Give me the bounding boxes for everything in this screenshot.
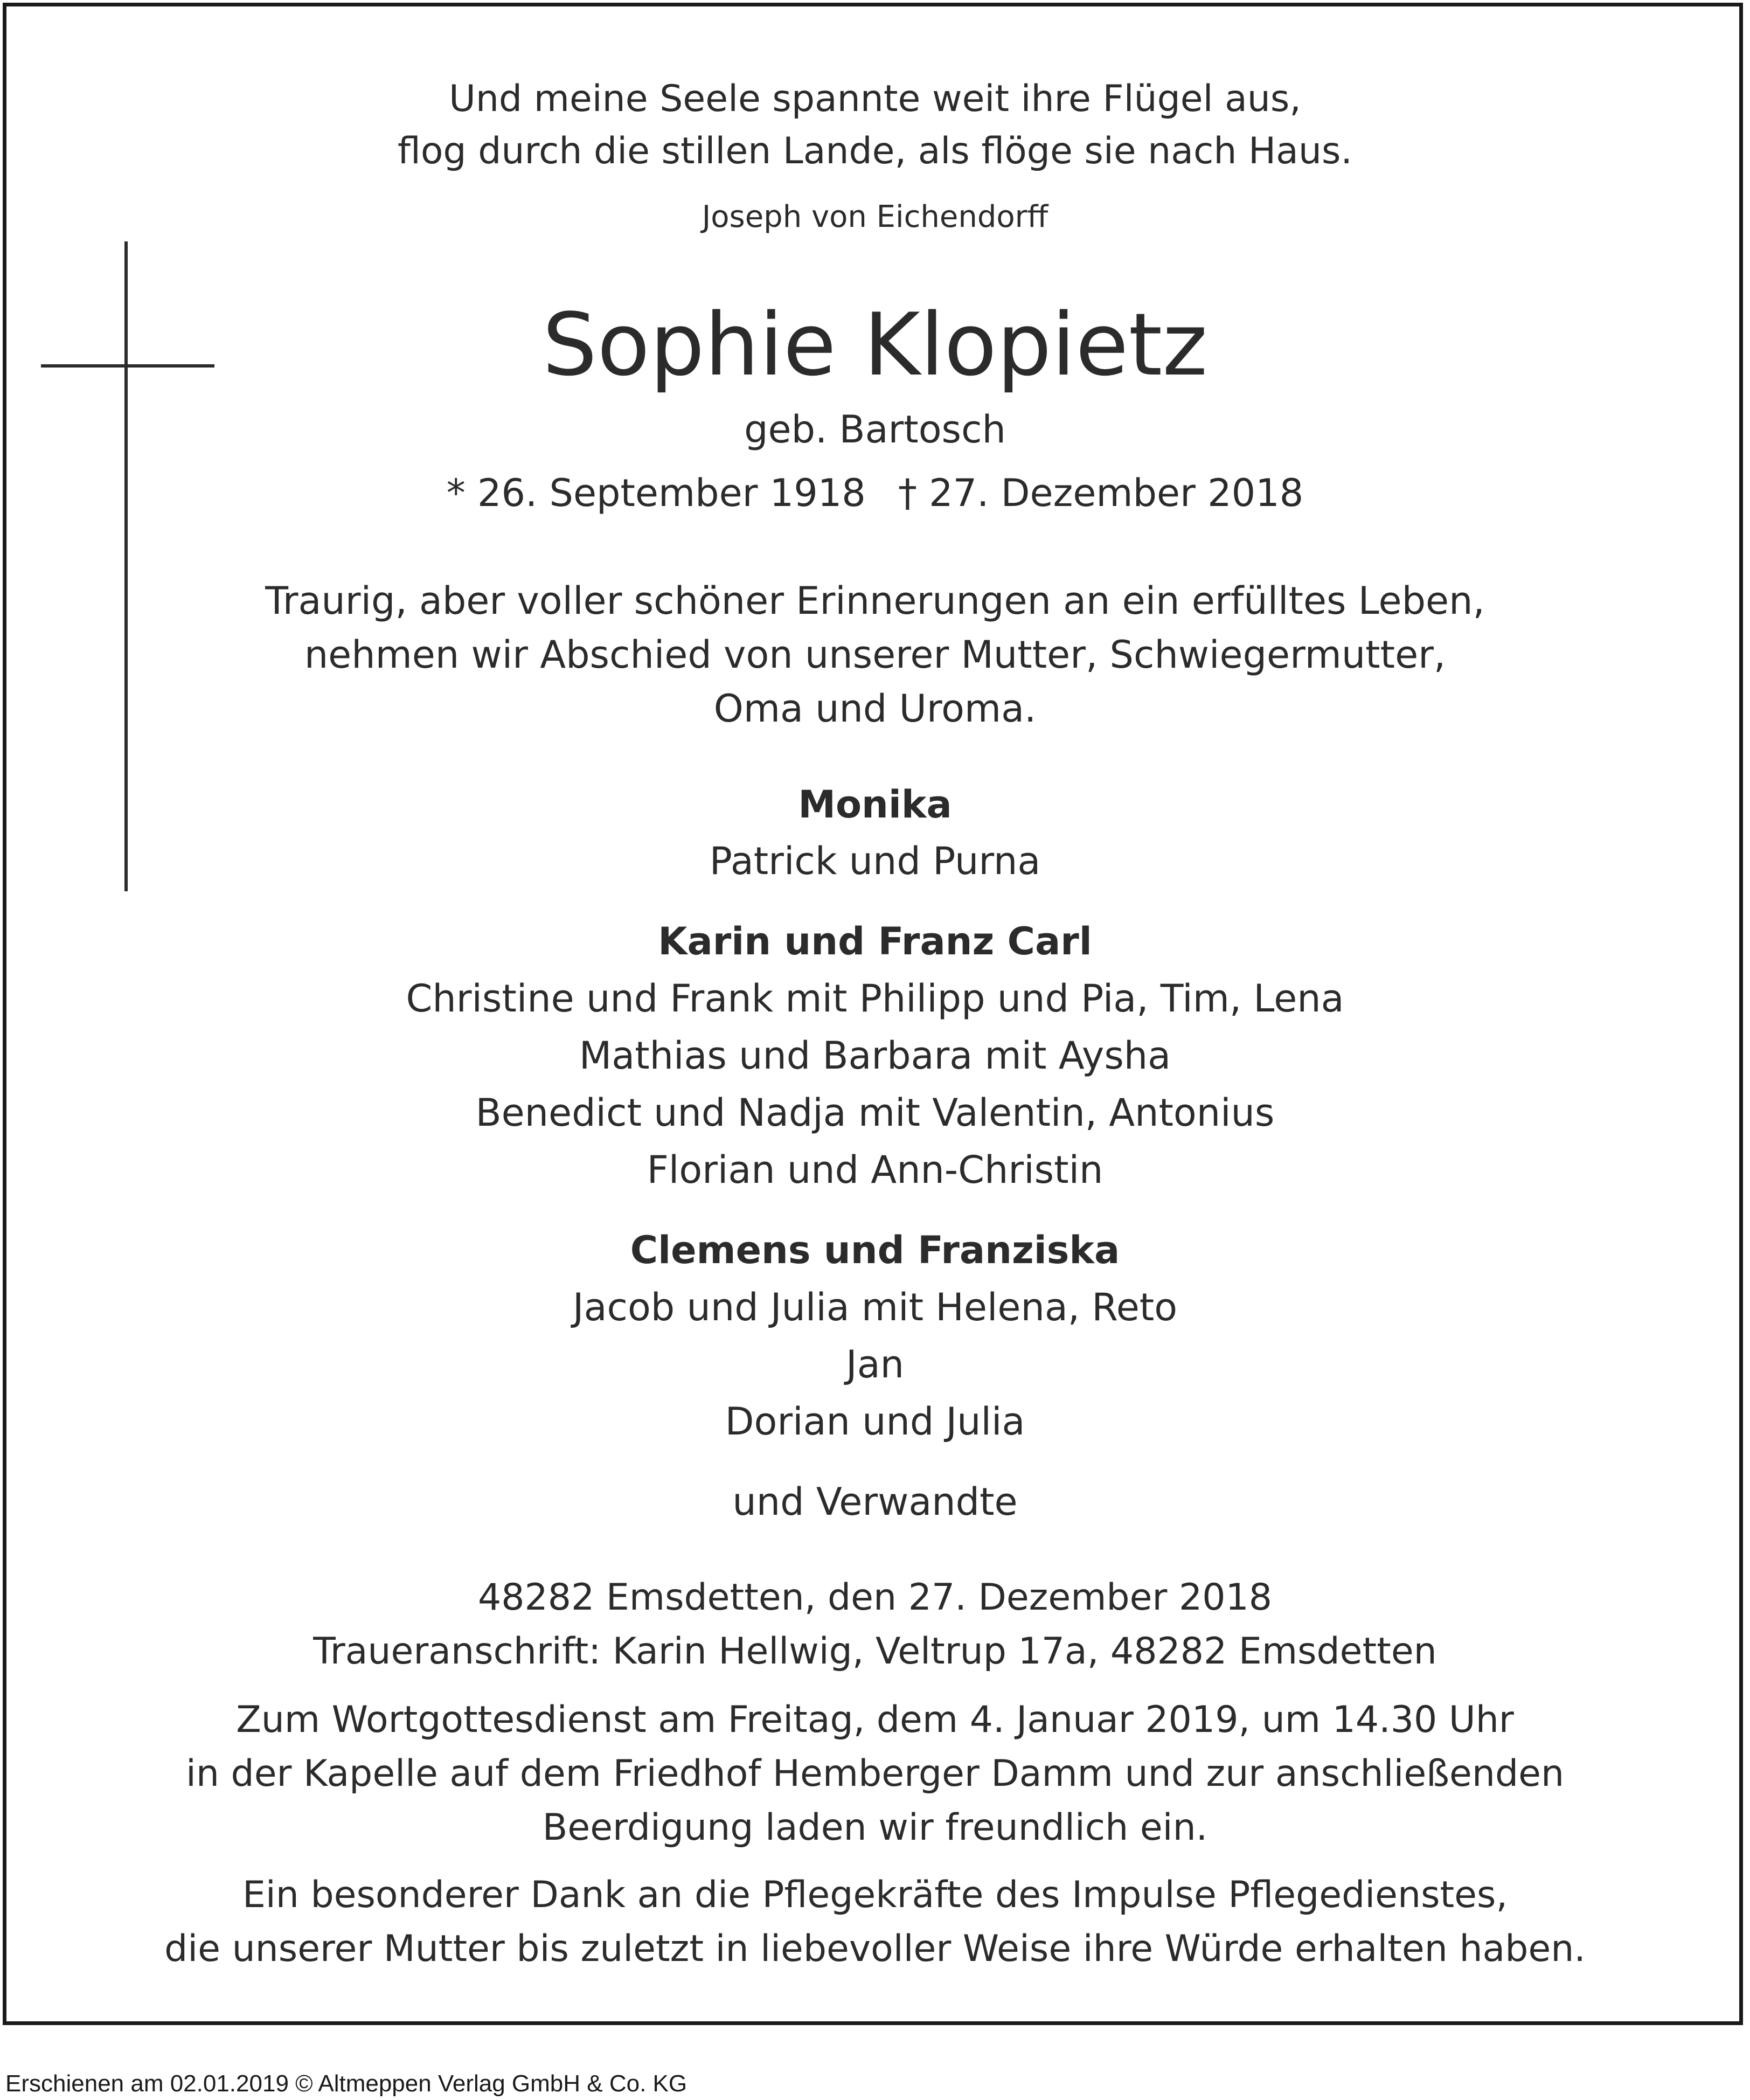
- family-member: Jan: [846, 1342, 904, 1387]
- mourning-address: Traueranschrift: Karin Hellwig, Veltrup 17a, 48282 Emsdetten: [313, 1630, 1437, 1673]
- family-member: Patrick und Purna: [709, 839, 1041, 883]
- service-line-3: Beerdigung laden wir freundlich ein.: [542, 1806, 1208, 1849]
- birth-name: geb. Bartosch: [744, 407, 1006, 452]
- service-line-2: in der Kapelle auf dem Friedhof Hemberger Damm und zur anschließenden: [185, 1752, 1565, 1795]
- thanks-line-1: Ein besonderer Dank an die Pflegekräfte des Impulse Pflegedienstes,: [242, 1874, 1508, 1916]
- family-member: Mathias und Barbara mit Aysha: [579, 1034, 1171, 1078]
- quote-line-1: Und meine Seele spannte weit ihre Flügel aus,: [449, 78, 1301, 120]
- place-date: 48282 Emsdetten, den 27. Dezember 2018: [477, 1576, 1273, 1619]
- thanks-line-2: die unserer Mutter bis zuletzt in liebevoller Weise ihre Würde erhalten haben.: [164, 1928, 1586, 1970]
- family-member: Dorian und Julia: [725, 1399, 1025, 1444]
- message-line-3: Oma und Uroma.: [713, 687, 1037, 731]
- quote-author: Joseph von Eichendorff: [702, 199, 1048, 234]
- publication-footer: Erschienen am 02.01.2019 © Altmeppen Verlag GmbH & Co. KG: [5, 2070, 688, 2097]
- life-dates: [0, 471, 1750, 515]
- family-member: Jacob und Julia mit Helena, Reto: [572, 1285, 1178, 1329]
- family-head-2: Karin und Franz Carl: [658, 919, 1092, 964]
- relatives: und Verwandte: [732, 1480, 1018, 1524]
- family-head-1: Monika: [798, 782, 952, 827]
- message-line-2: nehmen wir Abschied von unserer Mutter, Schwiegermutter,: [304, 633, 1446, 677]
- message-line-1: Traurig, aber voller schöner Erinnerungen an ein erfülltes Leben,: [265, 579, 1485, 623]
- family-head-3: Clemens und Franziska: [630, 1228, 1120, 1272]
- service-line-1: Zum Wortgottesdienst am Freitag, dem 4. Januar 2019, um 14.30 Uhr: [236, 1699, 1514, 1741]
- family-member: Benedict und Nadja mit Valentin, Antonius: [475, 1091, 1275, 1135]
- family-member: Christine und Frank mit Philipp und Pia, Tim, Lena: [406, 976, 1344, 1021]
- death-date: † 27. Dezember 2018: [898, 471, 1304, 515]
- quote-line-2: flog durch die stillen Lande, als flöge sie nach Haus.: [398, 130, 1352, 172]
- birth-date: * 26. September 1918: [446, 471, 866, 515]
- family-member: Florian und Ann-Christin: [647, 1148, 1103, 1192]
- deceased-name: Sophie Klopietz: [542, 294, 1208, 395]
